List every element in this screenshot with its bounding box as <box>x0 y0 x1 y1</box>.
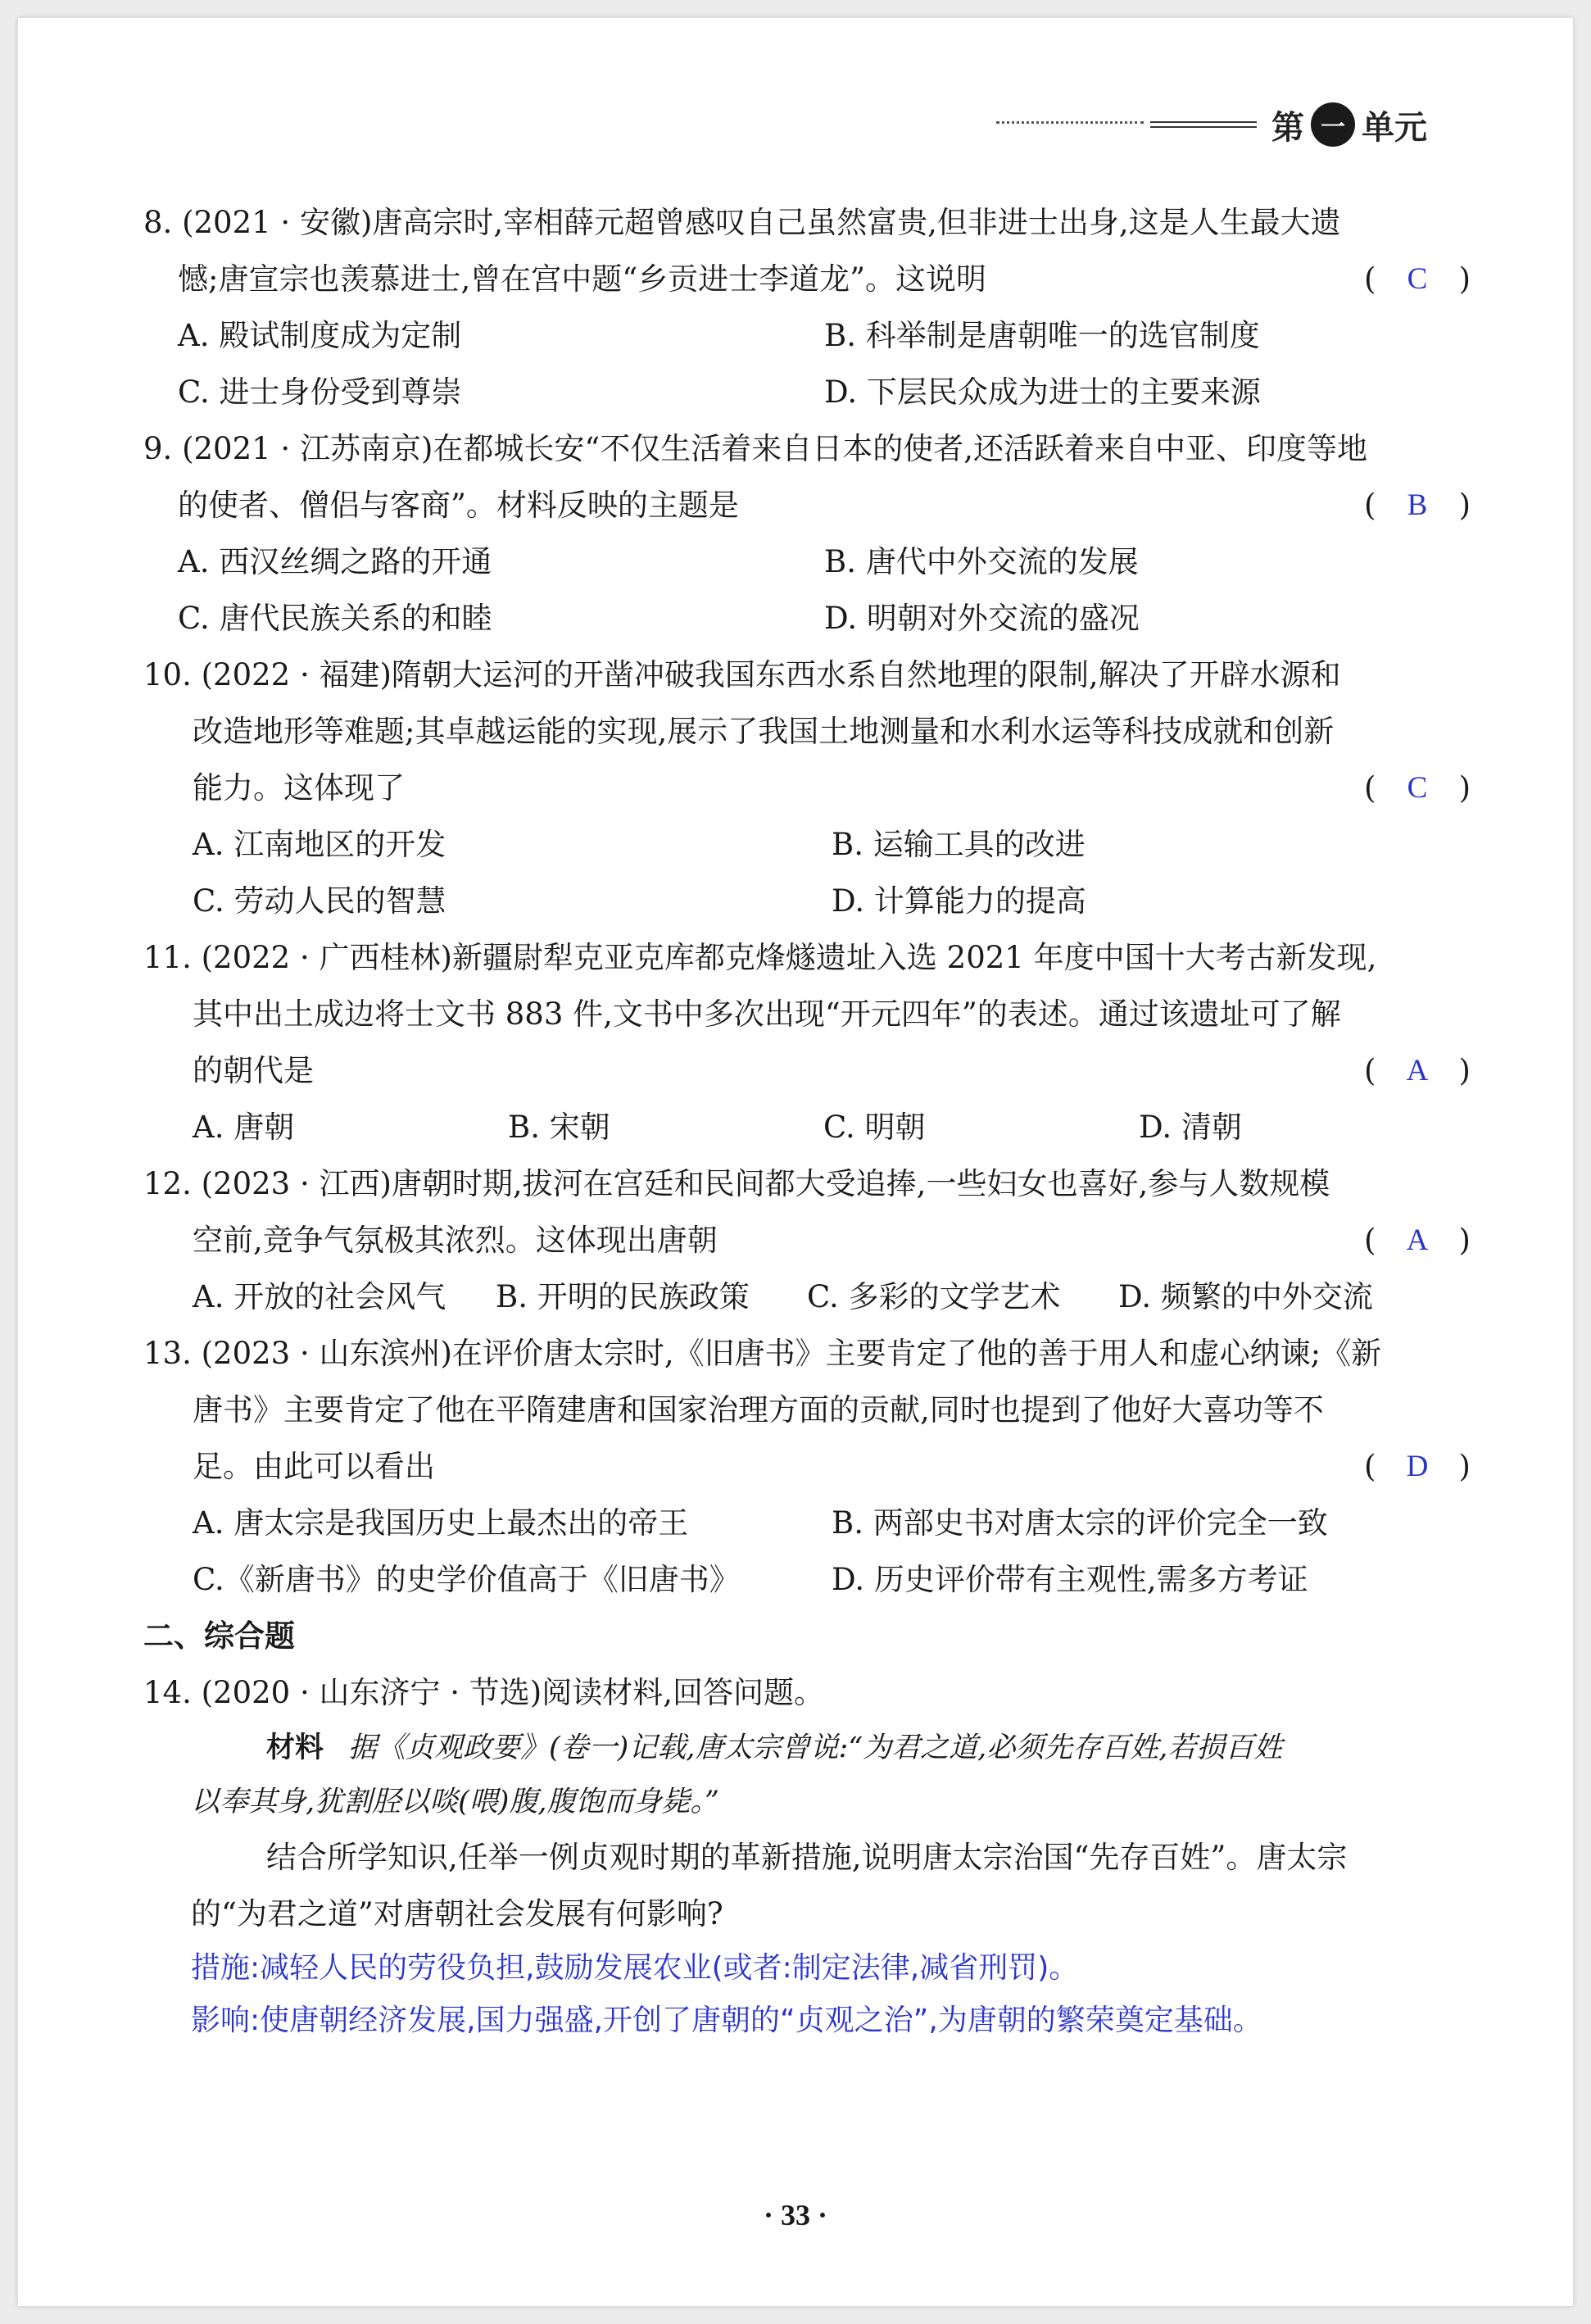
answer-bracket: ( D ) <box>1364 1438 1471 1495</box>
question-stem-line <box>143 251 1471 307</box>
stem-text: 能力。这体现了 <box>193 770 405 806</box>
header-suffix: 单元 <box>1362 108 1427 147</box>
option-c: C. 多彩的文学艺术 <box>807 1279 1061 1314</box>
question-stem-line: 13. (2023 · 山东滨州)在评价唐太宗时,《旧唐书》主要肯定了他的善于用人和虚心纳谏;《新 <box>143 1336 1382 1371</box>
question-11 <box>143 929 1471 1155</box>
option-b: B. 唐代中外交流的发展 <box>824 544 1139 579</box>
answer-bracket: ( A ) <box>1364 1212 1471 1269</box>
question-8 <box>143 194 1471 420</box>
options-row <box>143 1551 1471 1608</box>
options-row <box>143 307 1471 364</box>
answer-line: 影响:使唐朝经济发展,国力强盛,开创了唐朝的“贞观之治”,为唐朝的繁荣奠定基础。 <box>191 2004 1262 2037</box>
header-prefix: 第 <box>1271 108 1304 147</box>
answer-letter: C <box>1407 771 1428 805</box>
question-stem-line: 唐书》主要肯定了他在平隋建唐和国家治理方面的贡献,同时也提到了他好大喜功等不 <box>193 1392 1324 1428</box>
answer-line: 措施:减轻人民的劳役负担,鼓励发展农业(或者:制定法律,减省刑罚)。 <box>191 1951 1079 1985</box>
question-prompt: 结合所学知识,任举一例贞观时期的革新措施,说明唐太宗治国“先存百姓”。唐太宗 <box>266 1840 1348 1875</box>
option-c: C.《新唐书》的史学价值高于《旧唐书》 <box>193 1562 740 1597</box>
page-number: · 33 · <box>763 2199 827 2231</box>
option-c: C. 劳动人民的智慧 <box>193 883 446 919</box>
question-stem-line: 11. (2022 · 广西桂林)新疆尉犁克亚克库都克烽燧遗址入选 2021 年度中国十大考古新发现, <box>143 940 1377 975</box>
question-stem-line: 其中出土成边将士文书 883 件,文书中多次出现“开元四年”的表述。通过该遗址可了解 <box>193 996 1341 1032</box>
worksheet-page <box>18 18 1573 2306</box>
question-13 <box>143 1325 1471 1608</box>
question-stem-line: 10. (2022 · 福建)隋朝大运河的开凿冲破我国东西水系自然地理的限制,解决了开辟水源和 <box>143 657 1341 692</box>
question-stem-line <box>143 1042 1471 1099</box>
option-d: D. 明朝对外交流的盛况 <box>824 601 1140 636</box>
question-stem-line <box>143 1212 1471 1269</box>
option-c: C. 唐代民族关系的和睦 <box>178 601 492 636</box>
question-stem-line: 改造地形等难题;其卓越运能的实现,展示了我国土地测量和水利水运等科技成就和创新 <box>193 714 1335 749</box>
question-list <box>143 194 1471 2047</box>
question-stem-line: 9. (2021 · 江苏南京)在都城长安“不仅生活着来自日本的使者,还活跃着来自中亚、印度等地 <box>143 431 1368 466</box>
answer-letter: A <box>1406 1223 1429 1257</box>
option-a: A. 唐太宗是我国历史上最杰出的帝王 <box>193 1505 689 1541</box>
options-row <box>143 873 1471 929</box>
options-row <box>143 533 1471 590</box>
option-b: B. 运输工具的改进 <box>832 827 1086 862</box>
header-double-rule <box>1150 121 1257 128</box>
answer-bracket: ( C ) <box>1364 251 1471 307</box>
source-material <box>143 1721 1471 1829</box>
options-row <box>143 1099 1471 1155</box>
answer-letter: C <box>1407 262 1428 296</box>
option-b: B. 两部史书对唐太宗的评价完全一致 <box>832 1505 1328 1541</box>
question-prompt: 的“为君之道”对唐朝社会发展有何影响? <box>191 1896 723 1931</box>
option-c: C. 进士身份受到尊崇 <box>178 374 462 410</box>
question-12 <box>143 1155 1471 1325</box>
material-text: 以奉其身,犹割胫以啖(喂)腹,腹饱而身毙。” <box>191 1786 719 1818</box>
option-b: B. 科举制是唐朝唯一的选官制度 <box>824 318 1260 353</box>
option-c: C. 明朝 <box>823 1110 926 1145</box>
stem-text: 空前,竞争气氛极其浓烈。这体现出唐朝 <box>193 1223 718 1258</box>
question-stem-line <box>143 760 1471 816</box>
stem-text: 憾;唐宣宗也羡慕进士,曾在宫中题“乡贡进士李道龙”。这说明 <box>178 261 987 297</box>
stem-text: 的使者、僧侣与客商”。材料反映的主题是 <box>178 488 739 523</box>
answer-letter: B <box>1407 488 1428 522</box>
question-stem-line: 12. (2023 · 江西)唐朝时期,拔河在宫廷和民间都大受追捧,一些妇女也喜好,参与人数规模 <box>143 1166 1330 1201</box>
option-a: A. 殿试制度成为定制 <box>178 318 462 353</box>
answer-bracket: ( A ) <box>1364 1042 1471 1099</box>
material-tag: 材料 <box>266 1732 324 1764</box>
answer-bracket: ( C ) <box>1364 760 1471 816</box>
options-row <box>143 364 1471 420</box>
header-dotted-line <box>996 121 1144 124</box>
answer-bracket: ( B ) <box>1364 477 1471 533</box>
answer-letter: D <box>1406 1450 1429 1483</box>
option-a: A. 开放的社会风气 <box>193 1279 446 1314</box>
options-row <box>143 1495 1471 1551</box>
option-d: D. 频繁的中外交流 <box>1118 1279 1373 1314</box>
section-heading: 二、综合题 <box>143 1618 295 1654</box>
options-row <box>143 816 1471 873</box>
question-stem-line: 8. (2021 · 安徽)唐高宗时,宰相薛元超曾感叹自己虽然富贵,但非进士出身,这是人生最大遗 <box>143 205 1341 240</box>
options-row <box>143 1269 1471 1325</box>
answer-letter: A <box>1406 1054 1429 1087</box>
question-14 <box>143 1664 1471 2047</box>
question-stem-line: 14. (2020 · 山东济宁 · 节选)阅读材料,回答问题。 <box>143 1675 824 1710</box>
option-a: A. 江南地区的开发 <box>193 827 446 862</box>
option-d: D. 下层民众成为进士的主要来源 <box>824 374 1261 410</box>
unit-number-badge: 一 <box>1311 102 1355 147</box>
stem-text: 的朝代是 <box>193 1053 314 1088</box>
option-b: B. 开明的民族政策 <box>496 1279 750 1314</box>
stem-text: 足。由此可以看出 <box>193 1449 435 1484</box>
unit-header <box>996 104 1427 145</box>
option-d: D. 计算能力的提高 <box>832 883 1086 919</box>
question-stem-line <box>143 1438 1471 1495</box>
question-10 <box>143 647 1471 929</box>
option-b: B. 宋朝 <box>508 1110 610 1145</box>
option-a: A. 唐朝 <box>193 1110 295 1145</box>
option-a: A. 西汉丝绸之路的开通 <box>178 544 492 579</box>
options-row <box>143 590 1471 647</box>
question-stem-line <box>143 477 1471 533</box>
material-text: 据《贞观政要》(卷一)记载,唐太宗曾说:“为君之道,必须先存百姓,若损百姓 <box>348 1732 1283 1764</box>
option-d: D. 历史评价带有主观性,需多方考证 <box>832 1562 1308 1597</box>
question-9 <box>143 420 1471 647</box>
option-d: D. 清朝 <box>1139 1110 1242 1145</box>
